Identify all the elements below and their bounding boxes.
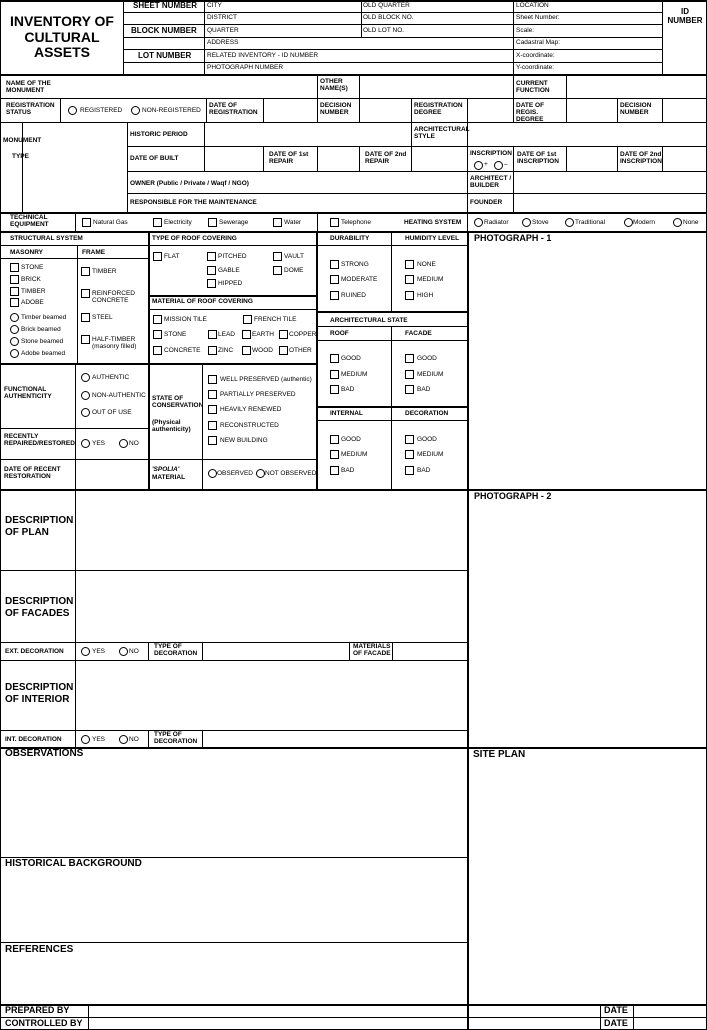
durability-label: DURABILITY [330, 235, 370, 242]
roofmat-earth-checkbox[interactable] [242, 330, 251, 339]
ext-decoration-yes-radio[interactable] [81, 647, 90, 656]
roofmat-lead-checkbox[interactable] [208, 330, 217, 339]
observations-label: OBSERVATIONS [5, 748, 84, 759]
decoration-medium-checkbox[interactable] [405, 450, 414, 459]
roof-bad-checkbox[interactable] [330, 385, 339, 394]
prepared-by-label: PREPARED BY [5, 1005, 70, 1015]
ext-decoration-label: EXT. DECORATION [5, 648, 64, 655]
int-type-decoration-label: TYPE OF DECORATION [154, 731, 198, 746]
heavily-renewed-checkbox[interactable] [208, 405, 217, 414]
facade-good-label: GOOD [417, 355, 437, 362]
lot-number-label: LOT NUMBER [138, 51, 192, 60]
humidity-high-checkbox[interactable] [405, 291, 414, 300]
historical-background-label: HISTORICAL BACKGROUND [5, 858, 142, 869]
city-label: CITY [207, 2, 222, 9]
materials-facade-label: MATERIALS OF FACADE [353, 643, 391, 658]
current-function-label: CURRENT FUNCTION [516, 80, 550, 95]
spolia-word-label: 'SPOLIA' [152, 466, 180, 473]
facade-bad-label: BAD [417, 386, 431, 393]
roofmat-lead-label: LEAD [218, 331, 235, 338]
date-2nd-inscription-label: DATE OF 2nd INSCRIPTION [620, 151, 662, 166]
telephone-checkbox[interactable] [330, 218, 339, 227]
roofmat-stone-label: STONE [164, 331, 187, 338]
masonry-adobe-label: ADOBE [21, 299, 44, 306]
stove-radio[interactable] [522, 218, 531, 227]
responsible-label: RESPONSIBLE FOR THE MAINTENANCE [130, 199, 257, 206]
internal-medium-checkbox[interactable] [330, 450, 339, 459]
description-plan-label: DESCRIPTION OF PLAN [5, 515, 74, 538]
decoration-good-checkbox[interactable] [405, 435, 414, 444]
registered-label: REGISTERED [80, 107, 123, 114]
address-label: ADDRESS [207, 39, 239, 46]
ext-decoration-no-radio[interactable] [119, 647, 128, 656]
mission-tile-checkbox[interactable] [153, 315, 162, 324]
repaired-yes-radio[interactable] [81, 439, 90, 448]
physical-authenticity-label: (Physical authenticity) [152, 419, 191, 434]
frame-label: FRAME [82, 249, 106, 256]
masonry-stone-label: STONE [21, 264, 44, 271]
controlled-by-label: CONTROLLED BY [5, 1018, 83, 1028]
sewerage-label: Sewerage [219, 219, 249, 226]
partially-preserved-checkbox[interactable] [208, 390, 217, 399]
photograph-number-label: PHOTOGRAPH NUMBER [207, 64, 284, 71]
structural-system-label: STRUCTURAL SYSTEM [10, 235, 83, 242]
adobe-beamed-label: Adobe beamed [21, 350, 66, 357]
facade-bad-checkbox[interactable] [405, 385, 414, 394]
new-building-label: NEW BUILDING [220, 437, 268, 444]
photograph-1-label: PHOTOGRAPH - 1 [474, 233, 552, 243]
durability-moderate-label: MODERATE [341, 276, 378, 283]
humidity-level-label: HUMIDITY LEVEL [405, 235, 460, 242]
brick-beamed-radio[interactable] [10, 325, 19, 334]
masonry-label: MASONRY [10, 249, 43, 256]
internal-good-label: GOOD [341, 436, 361, 443]
reconstructed-checkbox[interactable] [208, 421, 217, 430]
x-coordinate-label: X-coordinate: [516, 52, 555, 59]
monument-name-label: NAME OF THE MONUMENT [6, 80, 51, 95]
roof-hipped-label: HIPPED [218, 280, 243, 287]
date-1st-repair-label: DATE OF 1st REPAIR [269, 151, 309, 166]
site-plan-label: SITE PLAN [473, 749, 526, 760]
repaired-no-radio[interactable] [119, 439, 128, 448]
decision-number-2-label: DECISION NUMBER [620, 102, 652, 117]
spolia-not-observed-label: NOT OBSERVED [265, 470, 317, 477]
registration-degree-label: REGISTRATION DEGREE [414, 102, 463, 117]
sheet-number-label: SHEET NUMBER [133, 1, 198, 10]
traditional-label: Traditional [575, 219, 606, 226]
frame-reinforced-checkbox[interactable] [81, 289, 90, 298]
location-label: LOCATION [516, 2, 549, 9]
inscription-label: INSCRIPTION [470, 150, 512, 157]
mission-tile-label: MISSION TILE [164, 316, 207, 323]
decoration-bad-label: BAD [417, 467, 431, 474]
out-of-use-radio[interactable] [81, 408, 90, 417]
technical-equipment-label: TECHNICAL EQUIPMENT [10, 214, 49, 229]
durability-strong-label: STRONG [341, 261, 369, 268]
frame-reinforced-label: REINFORCED CONCRETE [92, 290, 135, 305]
roof-state-label: ROOF [330, 330, 349, 337]
block-number-label: BLOCK NUMBER [131, 26, 197, 35]
masonry-adobe-checkbox[interactable] [10, 298, 19, 307]
owner-label: OWNER (Public / Private / Waqf / NGO) [130, 180, 249, 187]
natural-gas-label: Natural Gas [93, 219, 128, 226]
inscription-minus-radio[interactable] [494, 161, 503, 170]
spolia-observed-radio[interactable] [208, 469, 217, 478]
references-label: REFERENCES [5, 944, 74, 955]
roofmat-copper-checkbox[interactable] [279, 330, 288, 339]
roof-gable-label: GABLE [218, 267, 240, 274]
radiator-radio[interactable] [474, 218, 483, 227]
timber-beamed-radio[interactable] [10, 313, 19, 322]
internal-medium-label: MEDIUM [341, 451, 368, 458]
frame-half-timber-label: HALF-TIMBER (masonry filled) [92, 336, 137, 351]
facade-medium-checkbox[interactable] [405, 370, 414, 379]
non-authentic-radio[interactable] [81, 391, 90, 400]
new-building-checkbox[interactable] [208, 436, 217, 445]
inscription-plus-label: + [484, 161, 488, 168]
sewerage-checkbox[interactable] [208, 218, 217, 227]
founder-label: FOUNDER [470, 199, 503, 206]
int-decoration-yes-radio[interactable] [81, 735, 90, 744]
old-quarter-label: OLD QUARTER [363, 2, 410, 9]
ext-type-decoration-label: TYPE OF DECORATION [154, 643, 198, 658]
electricity-checkbox[interactable] [153, 218, 162, 227]
roofmat-wood-label: WOOD [252, 347, 273, 354]
modern-radio[interactable] [624, 218, 633, 227]
humidity-medium-label: MEDIUM [417, 276, 444, 283]
stone-beamed-label: Stone beamed [21, 338, 64, 345]
roofmat-zinc-label: ZINC [218, 347, 234, 354]
traditional-radio[interactable] [565, 218, 574, 227]
date-regis-degree-label: DATE OF REGIS. DEGREE [516, 102, 545, 124]
roof-gable-checkbox[interactable] [207, 266, 216, 275]
heavily-renewed-label: HEAVILY RENEWED [220, 406, 282, 413]
internal-state-label: INTERNAL [330, 410, 363, 417]
historic-period-label: HISTORIC PERIOD [130, 131, 188, 138]
roofmat-wood-checkbox[interactable] [242, 346, 251, 355]
stove-label: Stove [532, 219, 549, 226]
non-authentic-label: NON-AUTHENTIC [92, 392, 146, 399]
natural-gas-checkbox[interactable] [82, 218, 91, 227]
none-radio[interactable] [673, 218, 682, 227]
frame-timber-checkbox[interactable] [81, 267, 90, 276]
roof-hipped-checkbox[interactable] [207, 279, 216, 288]
adobe-beamed-radio[interactable] [10, 349, 19, 358]
id-number-label: ID NUMBER [667, 7, 703, 25]
registered-radio[interactable] [68, 106, 77, 115]
old-lot-label: OLD LOT NO. [363, 27, 405, 34]
none-label: None [683, 219, 699, 226]
controlled-date-label: DATE [604, 1018, 628, 1028]
other-names-label: OTHER NAME(S) [320, 78, 348, 93]
roofmat-earth-label: EARTH [252, 331, 274, 338]
date-2nd-repair-label: DATE OF 2nd REPAIR [365, 151, 407, 166]
masonry-brick-checkbox[interactable] [10, 275, 19, 284]
humidity-medium-checkbox[interactable] [405, 275, 414, 284]
date-1st-inscription-label: DATE OF 1st INSCRIPTION [517, 151, 559, 166]
humidity-none-label: NONE [417, 261, 436, 268]
reconstructed-label: RECONSTRUCTED [220, 422, 279, 429]
well-preserved-checkbox[interactable] [208, 375, 217, 384]
frame-timber-label: TIMBER [92, 268, 117, 275]
well-preserved-label: WELL PRESERVED (authentic) [220, 376, 312, 383]
decoration-state-label: DECORATION [405, 410, 449, 417]
prepared-date-label: DATE [604, 1005, 628, 1015]
decoration-good-label: GOOD [417, 436, 437, 443]
frame-steel-checkbox[interactable] [81, 313, 90, 322]
description-interior-label: DESCRIPTION OF INTERIOR [5, 682, 74, 705]
decoration-bad-checkbox[interactable] [405, 466, 414, 475]
ext-decoration-no-label: NO [129, 648, 139, 655]
roof-vault-checkbox[interactable] [273, 252, 282, 261]
state-of-conservation-label: STATE OF CONSERVATION [152, 395, 204, 410]
masonry-brick-label: BRICK [21, 276, 41, 283]
roof-material-label: MATERIAL OF ROOF COVERING [152, 298, 253, 305]
int-decoration-label: INT. DECORATION [5, 736, 62, 743]
roofmat-copper-label: COPPER [289, 331, 317, 338]
roof-bad-label: BAD [341, 386, 355, 393]
water-label: Water [284, 219, 302, 226]
internal-bad-checkbox[interactable] [330, 466, 339, 475]
brick-beamed-label: Brick beamed [21, 326, 61, 333]
french-tile-checkbox[interactable] [243, 315, 252, 324]
non-registered-label: NON-REGISTERED [142, 107, 201, 114]
int-decoration-no-radio[interactable] [119, 735, 128, 744]
architectural-state-label: ARCHITECTURAL STATE [330, 317, 408, 324]
humidity-high-label: HIGH [417, 292, 434, 299]
roofmat-zinc-checkbox[interactable] [208, 346, 217, 355]
facade-good-checkbox[interactable] [405, 354, 414, 363]
form-title: INVENTORY OF CULTURAL ASSETS [10, 13, 114, 61]
old-block-label: OLD BLOCK NO. [363, 14, 414, 21]
date-of-built-label: DATE OF BUILT [130, 155, 179, 162]
architectural-style-label: ARCHITECTURAL STYLE [414, 126, 470, 141]
radiator-label: Radiator [484, 219, 509, 226]
french-tile-label: FRENCH TILE [254, 316, 297, 323]
stone-beamed-radio[interactable] [10, 337, 19, 346]
registration-status-label: REGISTRATION STATUS [6, 102, 55, 117]
frame-steel-label: STEEL [92, 314, 113, 321]
functional-authenticity-label: FUNCTIONAL AUTHENTICITY [4, 386, 52, 401]
durability-ruined-label: RUINED [341, 292, 366, 299]
water-checkbox[interactable] [273, 218, 282, 227]
architect-builder-label: ARCHITECT / BUILDER [470, 175, 512, 190]
roof-pitched-label: PITCHED [218, 253, 247, 260]
cadastral-map-label: Cadastral Map: [516, 39, 561, 46]
scale-label: Scale: [516, 27, 535, 34]
heating-system-label: HEATING SYSTEM [404, 219, 462, 226]
roof-medium-checkbox[interactable] [330, 370, 339, 379]
decoration-medium-label: MEDIUM [417, 451, 444, 458]
roof-medium-label: MEDIUM [341, 371, 368, 378]
related-inventory-label: RELATED INVENTORY - ID NUMBER [207, 52, 319, 59]
authentic-label: AUTHENTIC [92, 374, 130, 381]
int-decoration-no-label: NO [129, 736, 139, 743]
roof-covering-type-label: TYPE OF ROOF COVERING [152, 235, 237, 242]
photograph-2-label: PHOTOGRAPH - 2 [474, 491, 552, 501]
telephone-label: Telephone [341, 219, 371, 226]
date-recent-restoration-label: DATE OF RECENT RESTORATION [4, 466, 61, 481]
roofmat-concrete-label: CONCRETE [164, 347, 201, 354]
repaired-no-label: NO [129, 440, 139, 447]
facade-medium-label: MEDIUM [417, 371, 444, 378]
electricity-label: Electricity [164, 219, 192, 226]
durability-moderate-checkbox[interactable] [330, 275, 339, 284]
spolia-not-observed-radio[interactable] [256, 469, 265, 478]
description-facades-label: DESCRIPTION OF FACADES [5, 596, 74, 619]
internal-bad-label: BAD [341, 467, 355, 474]
partially-preserved-label: PARTIALLY PRESERVED [220, 391, 296, 398]
roof-flat-label: FLAT [164, 253, 180, 260]
decision-number-label: DECISION NUMBER [320, 102, 352, 117]
inscription-minus-label: – [504, 161, 508, 168]
facade-state-label: FACADE [405, 330, 432, 337]
sheet-number-right-label: Sheet Number: [516, 14, 560, 21]
roof-vault-label: VAULT [284, 253, 304, 260]
recently-repaired-label: RECENTLY REPAIRED/RESTORED [4, 433, 75, 448]
internal-good-checkbox[interactable] [330, 435, 339, 444]
authentic-radio[interactable] [81, 373, 90, 382]
roof-flat-checkbox[interactable] [153, 252, 162, 261]
modern-label: Modern [633, 219, 656, 226]
roofmat-stone-checkbox[interactable] [153, 330, 162, 339]
quarter-label: QUARTER [207, 27, 239, 34]
date-of-registration-label: DATE OF REGISTRATION [209, 102, 258, 117]
repaired-yes-label: YES [92, 440, 106, 447]
inscription-plus-radio[interactable] [474, 161, 483, 170]
spolia-observed-label: OBSERVED [217, 470, 254, 477]
roof-good-checkbox[interactable] [330, 354, 339, 363]
y-coordinate-label: Y-coordinate: [516, 64, 555, 71]
timber-beamed-label: Timber beamed [21, 314, 67, 321]
roof-dome-label: DOME [284, 267, 304, 274]
ext-decoration-yes-label: YES [92, 648, 106, 655]
district-label: DISTRICT [207, 14, 237, 21]
masonry-timber-checkbox[interactable] [10, 287, 19, 296]
non-registered-radio[interactable] [131, 106, 140, 115]
roof-dome-checkbox[interactable] [273, 266, 282, 275]
roof-good-label: GOOD [341, 355, 361, 362]
durability-strong-checkbox[interactable] [330, 260, 339, 269]
roofmat-other-checkbox[interactable] [279, 346, 288, 355]
roofmat-concrete-checkbox[interactable] [153, 346, 162, 355]
out-of-use-label: OUT OF USE [92, 409, 132, 416]
masonry-stone-checkbox[interactable] [10, 263, 19, 272]
monument-side-label: MONUMENT [3, 137, 42, 144]
roofmat-other-label: OTHER [289, 347, 312, 354]
roof-pitched-checkbox[interactable] [207, 252, 216, 261]
type-side-label: TYPE [12, 153, 29, 160]
frame-half-timber-checkbox[interactable] [81, 335, 90, 344]
masonry-timber-label: TIMBER [21, 288, 46, 295]
durability-ruined-checkbox[interactable] [330, 291, 339, 300]
spolia-material-label: MATERIAL [152, 474, 186, 481]
humidity-none-checkbox[interactable] [405, 260, 414, 269]
int-decoration-yes-label: YES [92, 736, 106, 743]
